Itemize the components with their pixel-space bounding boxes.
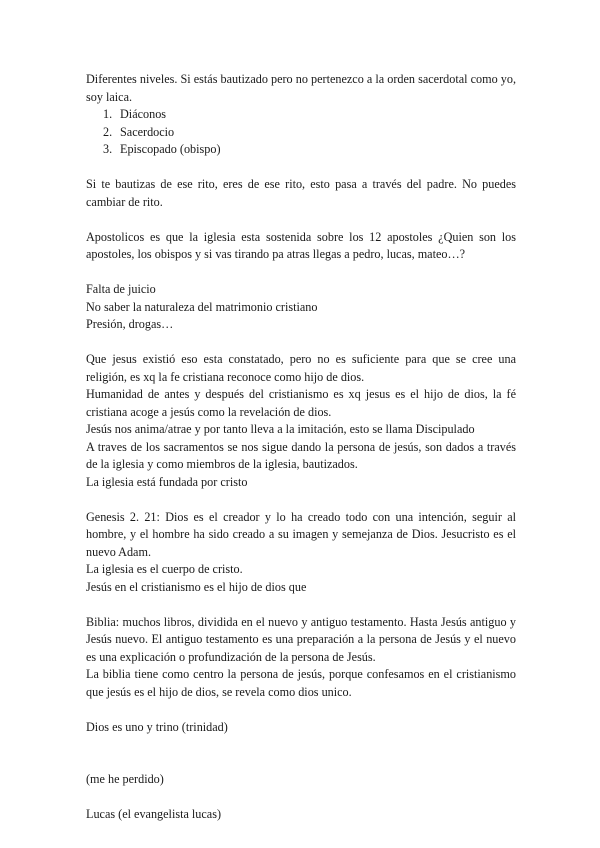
paragraph-genesis: Genesis 2. 21: Dios es el creador y lo ha creado todo con una intención, seguir al hombre, y el hombre ha sido creado a su imagen y semejanza de Dios. Jesucristo es el nuevo Adam. (86, 509, 516, 559)
list-text: Sacerdocio (120, 124, 175, 139)
numbered-list (86, 106, 516, 159)
list-item (86, 141, 516, 159)
paragraph-rito: Si te bautizas de ese rito, eres de ese rito, esto pasa a través del padre. No puedes cambiar de rito. (86, 177, 516, 209)
document-body (86, 71, 516, 824)
list-number: 1. (103, 107, 113, 121)
list-number: 3. (103, 142, 113, 156)
list-text: Diáconos (120, 107, 167, 121)
paragraph-lucas: Lucas (el evangelista lucas) (86, 807, 222, 821)
line-falta-juicio: Falta de juicio (86, 282, 156, 296)
line-matrimonio: No saber la naturaleza del matrimonio cristiano (86, 299, 318, 314)
list-item (86, 106, 516, 124)
paragraph-apostolicos: Apostolicos es que la iglesia esta sostenida sobre los 12 apostoles ¿Quien son los apostoles, los obispos y si vas tirando pa atras llegas a pedro, lucas, mateo…? (86, 229, 516, 261)
paragraph-jesus-existio: Que jesus existió eso esta constatado, pero no es suficiente para que se cree una religión, es xq la fe cristiana reconoce como hijo de dios. (86, 352, 516, 384)
paragraph-sacramentos: A traves de los sacramentos se nos sigue dando la persona de jesús, son dados a través de la iglesia y como miembros de la iglesia, bautizados. (86, 439, 516, 471)
paragraph-biblia: Biblia: muchos libros, dividida en el nuevo y antiguo testamento. Hasta Jesús antiguo y Jesús nuevo. El antiguo testamento es una preparación a la persona de Jesús y el nuevo es una explicación o profundización de la persona de Jesús. (86, 614, 516, 664)
paragraph-trinidad: Dios es uno y trino (trinidad) (86, 719, 228, 734)
paragraph-niveles: Diferentes niveles. Si estás bautizado pero no pertenezco a la orden sacerdotal como yo, soy laica. (86, 72, 516, 104)
paragraph-jesus-hijo: Jesús en el cristianismo es el hijo de dios que (86, 579, 307, 594)
paragraph-discipulado: Jesús nos anima/atrae y por tanto lleva a la imitación, esto se llama Discipulado (86, 422, 475, 436)
list-text: Episcopado (obispo) (120, 142, 221, 156)
paragraph-cuerpo-cristo: La iglesia es el cuerpo de cristo. (86, 562, 243, 576)
list-item (86, 124, 516, 142)
line-presion: Presión, drogas… (86, 317, 174, 331)
paragraph-humanidad: Humanidad de antes y después del cristianismo es xq jesus es el hijo de dios, la fé cristiana acoge a jesús como la revelación de dios. (86, 387, 516, 419)
paragraph-iglesia-fundada: La iglesia está fundada por cristo (86, 474, 248, 489)
paragraph-perdido: (me he perdido) (86, 772, 164, 786)
list-number: 2. (103, 124, 113, 139)
paragraph-biblia-centro: La biblia tiene como centro la persona de jesús, porque confesamos en el cristianismo que jesús es el hijo de dios, se revela como dios unico. (86, 667, 516, 699)
